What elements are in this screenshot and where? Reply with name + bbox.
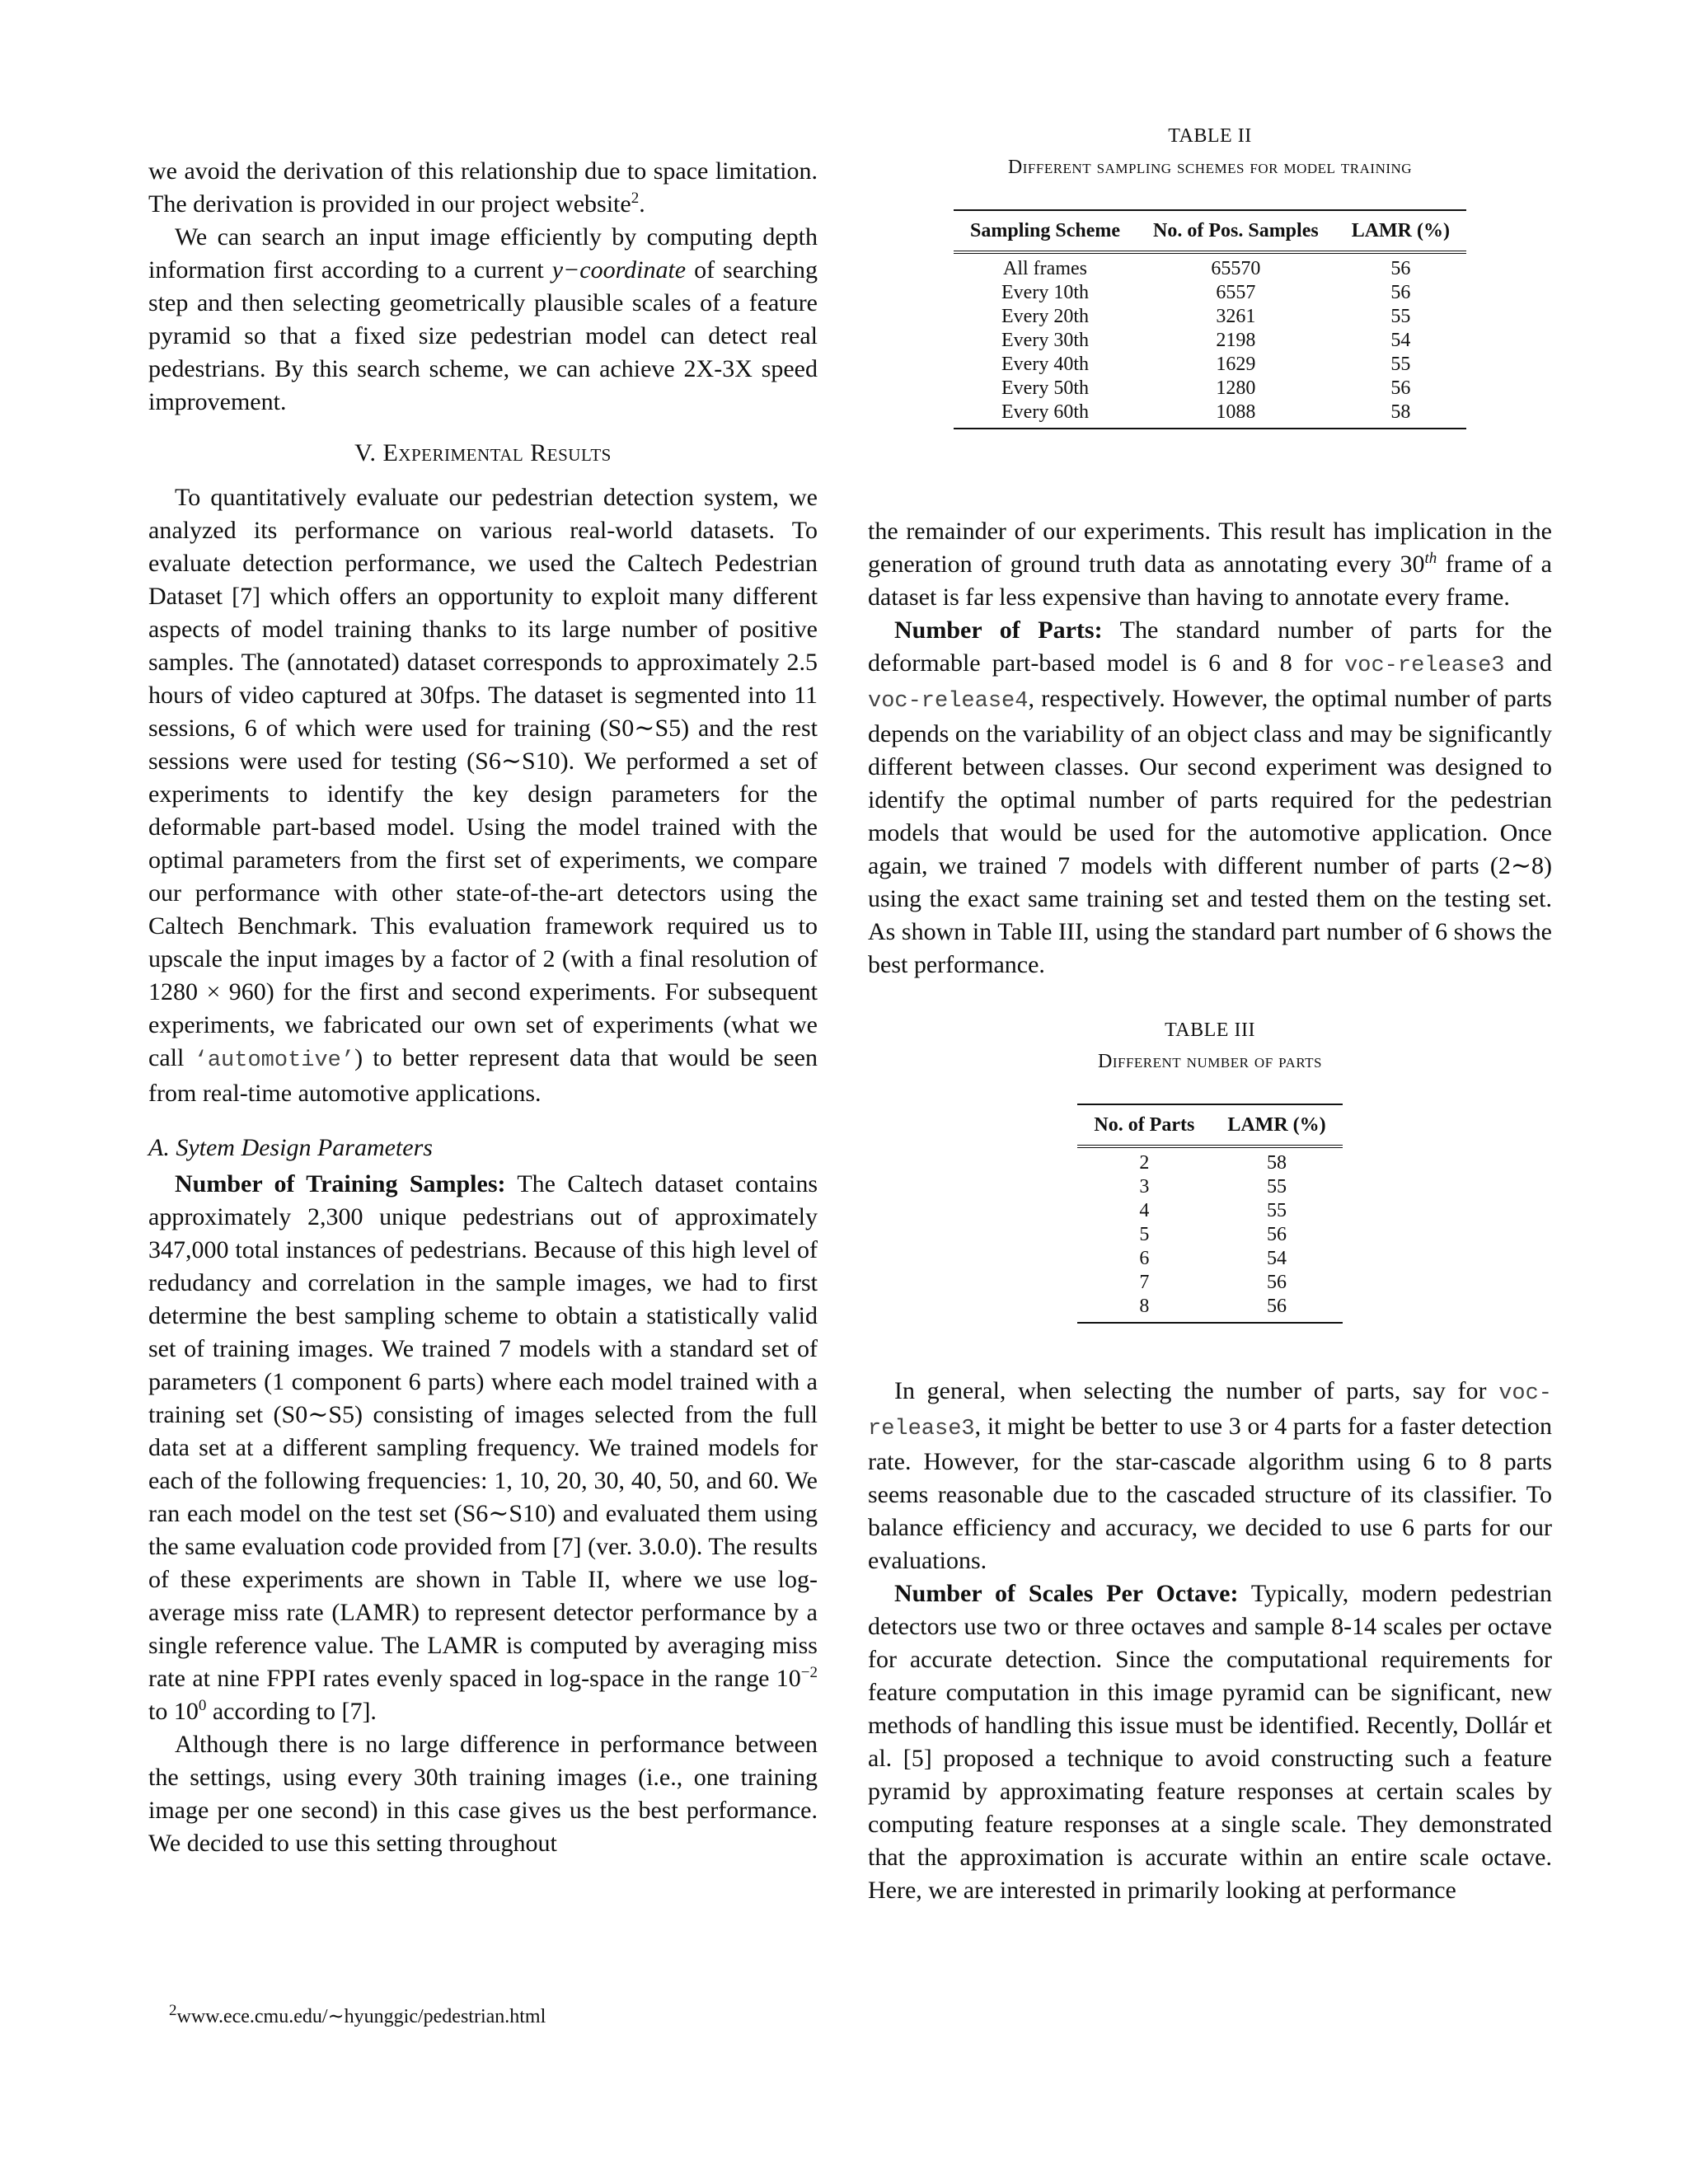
math-y-coordinate: y−coordinate [551, 256, 687, 284]
table-header-row [1077, 1104, 1342, 1146]
table-cell: 55 [1390, 354, 1411, 375]
code-voc-release3: voc-release3 [1344, 654, 1505, 678]
table-label: TABLE III [1165, 1019, 1255, 1041]
footnote-number: 2 [169, 2002, 177, 2019]
table-row [1077, 1295, 1342, 1323]
paragraph-evaluation [148, 481, 818, 1110]
subsection-heading: A. Sytem Design Parameters [148, 1134, 433, 1161]
superscript-th: th [1424, 550, 1437, 567]
table-row [1077, 1223, 1342, 1247]
code-automotive: ‘automotive’ [194, 1048, 355, 1073]
table-cell: 2 [1139, 1152, 1150, 1174]
paragraph-although: Although there is no large difference in performance between the settings, using every 30th training images (i.e., one training image per one second) in this case gives us the best performance. We decided to use this setting throughout [148, 1731, 818, 1857]
paragraph-text: , respectively. However, the optimal number of parts depends on the variability of an object class and may be significantly different between classes. Our second experiment was designed to identify the optimal number of parts required for the pedestrian models that would be used for the automotive application. Once again, we trained 7 models with different number of parts (2∼8) using the exact same training set and tested them on the testing set. As shown in Table III, using the standard part number of 6 shows the best performance. [868, 685, 1552, 978]
paragraph-text: The standard number of parts for the deformable part-based model is 6 and 8 for [868, 616, 1552, 677]
paragraph-remainder [868, 515, 1552, 614]
table-cell: 56 [1390, 282, 1411, 303]
table-cell: 56 [1390, 377, 1411, 399]
run-in-heading: Number of Scales Per Octave: [894, 1580, 1239, 1607]
table-cell: 1088 [1137, 401, 1335, 429]
table-row [1077, 1271, 1342, 1295]
section-heading [148, 437, 818, 470]
table-ii [868, 124, 1552, 429]
column-header: LAMR (%) [1335, 210, 1466, 252]
exponent: −2 [800, 1664, 818, 1681]
table-cell: 55 [1266, 1200, 1287, 1221]
table-cell: Every 30th [1001, 330, 1089, 351]
left-column [148, 155, 818, 1860]
spacer [868, 982, 1552, 1018]
table-cell: 55 [1390, 306, 1411, 327]
table-header-row [954, 210, 1466, 252]
table-cell: 54 [1390, 330, 1411, 351]
paragraph-text: In general, when selecting the number of parts, say for [894, 1377, 1499, 1404]
section-number: V. [354, 439, 383, 466]
table-caption: Different sampling schemes for model training [1007, 157, 1413, 178]
table-cell: 1629 [1216, 354, 1256, 375]
table-cell: 1280 [1216, 377, 1256, 399]
table-cell: 4 [1139, 1200, 1150, 1221]
table-cell: 55 [1266, 1176, 1287, 1197]
table-cell: 54 [1266, 1248, 1287, 1269]
table-row [954, 305, 1466, 329]
table-row [954, 252, 1466, 281]
paragraph-text: We can search an input image efficiently by computing depth information first according to a current [148, 223, 818, 284]
table-row [1077, 1247, 1342, 1271]
paragraph-search [148, 221, 818, 419]
run-in-heading: Number of Parts: [894, 616, 1103, 644]
exponent: 0 [198, 1697, 207, 1714]
table-cell: 56 [1211, 1295, 1342, 1323]
code-voc-release3: voc-release3 [868, 1381, 1552, 1441]
table-row [1077, 1199, 1342, 1223]
footnote-url: www.ece.cmu.edu/∼hyunggic/pedestrian.html [176, 2006, 546, 2027]
table-cell: 2198 [1216, 330, 1256, 351]
paragraph-text: frame of a dataset is far less expensive than having to annotate every frame. [868, 551, 1552, 611]
table-cell: Every 10th [1001, 282, 1089, 303]
table-cell: 58 [1335, 401, 1466, 429]
table-cell: 6557 [1216, 282, 1256, 303]
table-label: TABLE II [1168, 125, 1252, 147]
paragraph-text: we avoid the derivation of this relationship due to space limitation. The derivation is provided in our project website [148, 157, 818, 218]
table-cell: 3261 [1216, 306, 1256, 327]
paragraph-text: To quantitatively evaluate our pedestrian detection system, we analyzed its performance on various real-world datasets. To evaluate detection performance, we used the Caltech Pedestrian Dataset [7] which offers an opportunity to exploit many different aspects of model training thanks to its large number of positive samples. The (annotated) dataset corresponds to approximately 2.5 hours of video captured at 30fps. The dataset is segmented into 11 sessions, 6 of which were used for training (S0∼S5) and the rest sessions were used for testing (S6∼S10). We performed a set of experiments to identify the key design parameters for the deformable part-based model. Using the model trained with the optimal parameters from the first set of experiments, we compare our performance with other state-of-the-art detectors using the Caltech Benchmark. This evaluation framework required us to upscale the input images by a factor of 2 (with a final resolution of 1280 × 960) for the first and second experiments. For subsequent experiments, we fabricated our own set of experiments (what we call [148, 484, 818, 1071]
table-cell: 56 [1266, 1224, 1287, 1245]
table-cell: 65570 [1211, 258, 1261, 279]
table-cell: Every 40th [1001, 354, 1089, 375]
table-iii-grid [1077, 1104, 1342, 1324]
paragraph-text: according to [7]. [206, 1698, 377, 1725]
table-row [1077, 1146, 1342, 1175]
table-cell: 8 [1077, 1295, 1211, 1323]
table-cell: All frames [1003, 258, 1087, 279]
paragraph-scales-per-octave [868, 1577, 1552, 1907]
code-voc-release4: voc-release4 [868, 689, 1029, 714]
paragraph-in-general [868, 1375, 1552, 1577]
table-cell: 7 [1139, 1272, 1150, 1293]
table-cell: Every 50th [1001, 377, 1089, 399]
table-cell: Every 20th [1001, 306, 1089, 327]
table-cell: 56 [1390, 258, 1411, 279]
table-row [954, 377, 1466, 401]
section-title: Experimental Results [382, 439, 612, 466]
table-caption: Different number of parts [1098, 1051, 1322, 1072]
table-row [954, 353, 1466, 377]
table-row [1077, 1175, 1342, 1199]
table-row [954, 281, 1466, 305]
paragraph-text: ) to better represent data that would be seen from real-time automotive applications. [148, 1044, 818, 1107]
paragraph-intro-continued: we avoid the derivation of this relationship due to space limitation. The derivation is provided in our project website$^2$. [148, 157, 818, 218]
paragraph-text: of searching step and then selecting geometrically plausible scales of a feature pyramid so that a fixed size pedestrian model can detect real pedestrians. By this search scheme, we can achieve 2X-3X speed improvement. [148, 256, 818, 415]
paragraph-text: , it might be better to use 3 or 4 parts for a faster detection rate. However, for the star-cascade algorithm using 6 to 8 parts seems reasonable due to the cascaded structure of its classifier. To balance efficiency and accuracy, we decided to use 6 parts for our evaluations. [868, 1413, 1552, 1574]
spacer [868, 429, 1552, 515]
table-row [954, 401, 1466, 429]
table-ii-grid [954, 209, 1466, 429]
table-cell: 56 [1266, 1272, 1287, 1293]
table-iii [868, 1018, 1552, 1324]
table-cell: 3 [1139, 1176, 1150, 1197]
paragraph-text: to 10 [148, 1698, 199, 1725]
table-cell: 58 [1266, 1152, 1287, 1174]
column-header: LAMR (%) [1211, 1104, 1342, 1146]
paragraph-text: and [1504, 649, 1552, 677]
table-cell: 5 [1139, 1224, 1150, 1245]
paragraph-number-of-parts [868, 614, 1552, 982]
paragraph-text: The Caltech dataset contains approximately 2,300 unique pedestrians out of approximately 347,000 total instances of pedestrians. Because of this high level of redudancy and correlation in the sample images, we had to first determine the best sampling scheme to obtain a statistically valid set of training images. We trained 7 models with a standard set of parameters (1 component 6 parts) where each model trained with a training set (S0∼S5) consisting of images selected from the full data set at a different sampling frequency. We trained models for each of the following frequencies: 1, 10, 20, 30, 40, 50, and 60. We ran each model on the test set (S6∼S10) and evaluated them using the same evaluation code provided from [7] (ver. 3.0.0). The results of these experiments are shown in Table II, where we use log-average miss rate (LAMR) to represent detector performance by a single reference value. The LAMR is computed by averaging miss rate at nine FPPI rates evenly spaced in log-space in the range 10 [148, 1170, 818, 1692]
spacer [868, 1324, 1552, 1375]
paragraph-text: the remainder of our experiments. This result has implication in the generation of ground truth data as annotating every 30 [868, 518, 1552, 578]
table-cell: 6 [1139, 1248, 1150, 1269]
footnote-reference: 2 [631, 190, 640, 207]
table-cell: Every 60th [954, 401, 1137, 429]
right-column [868, 124, 1552, 1907]
footnote [169, 2004, 546, 2029]
column-header: No. of Parts [1077, 1104, 1211, 1146]
table-row [954, 329, 1466, 353]
column-header: No. of Pos. Samples [1137, 210, 1335, 252]
paragraph-training-samples [148, 1168, 818, 1728]
paragraph-text: Typically, modern pedestrian detectors use two or three octaves and sample 8-14 scales per octave for accurate detection. Since the computational requirements for feature computation in this image pyramid can be significant, new methods of handling this issue must be identified. Recently, Dollár et al. [5] proposed a technique to avoid constructing such a feature pyramid by approximating feature responses at certain scales by computing feature responses at a single scale. They demonstrated that the approximation is accurate within an entire scale octave. Here, we are interested in primarily looking at performance [868, 1580, 1552, 1904]
run-in-heading: Number of Training Samples: [175, 1170, 506, 1197]
column-header: Sampling Scheme [954, 210, 1137, 252]
